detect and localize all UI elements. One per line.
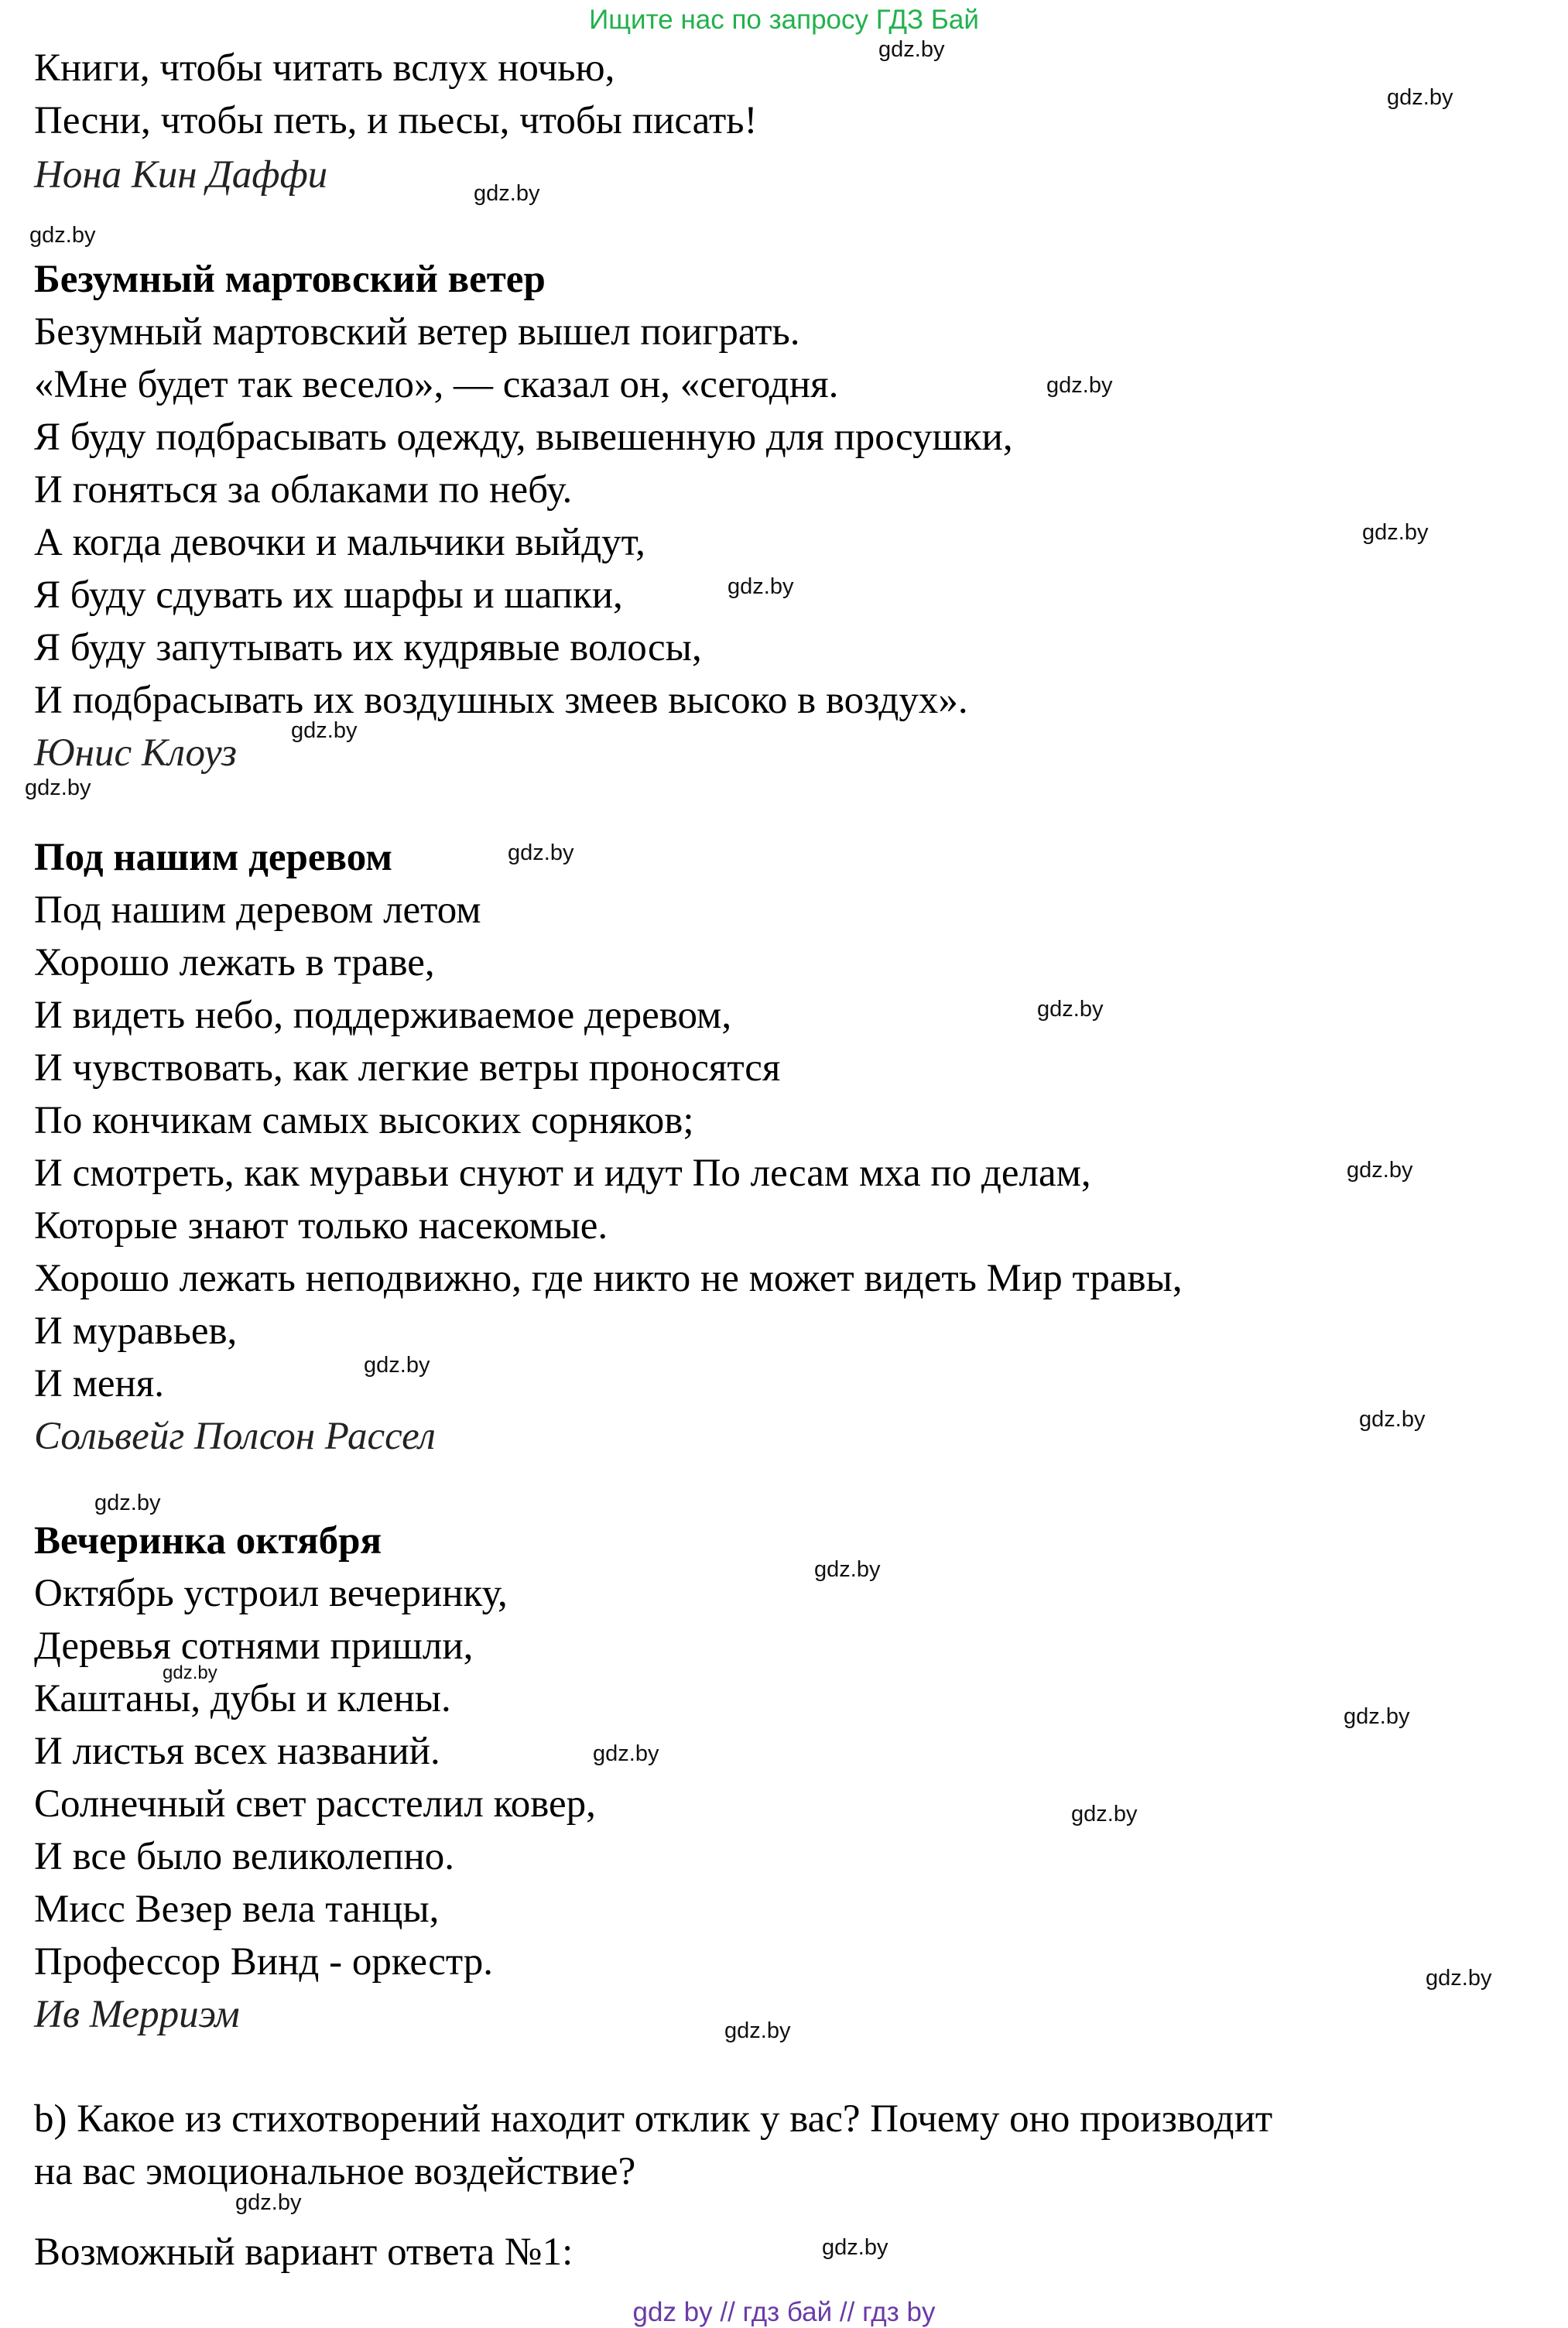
poem-line: Безумный мартовский ветер вышел поиграть. bbox=[34, 310, 800, 354]
top-search-banner: Ищите нас по запросу ГДЗ Бай bbox=[589, 5, 979, 35]
watermark: gdz.by bbox=[94, 1491, 161, 1515]
watermark: gdz.by bbox=[1359, 1407, 1426, 1432]
watermark: gdz.by bbox=[1387, 85, 1453, 110]
poem-line: И чувствовать, как легкие ветры проносятся bbox=[34, 1046, 781, 1090]
poem-line: «Мне будет так весело», — сказал он, «сегодня. bbox=[34, 363, 839, 406]
poem-line: И листья всех названий. bbox=[34, 1730, 440, 1773]
poem-title: Безумный мартовский ветер bbox=[34, 258, 546, 301]
poem-line: И подбрасывать их воздушных змеев высоко в воздух». bbox=[34, 679, 968, 722]
poem-line: И видеть небо, поддерживаемое деревом, bbox=[34, 994, 732, 1037]
poem-title: Под нашим деревом bbox=[34, 836, 392, 879]
text-line: Книги, чтобы читать вслух ночью, bbox=[34, 46, 615, 90]
watermark: gdz.by bbox=[291, 718, 358, 743]
poem-line: И гоняться за облаками по небу. bbox=[34, 468, 573, 512]
watermark: gdz.by bbox=[1362, 520, 1429, 545]
watermark: gdz.by bbox=[29, 223, 96, 248]
poem-line: Я буду подбрасывать одежду, вывешенную для просушки, bbox=[34, 416, 1013, 459]
poem-line: Которые знают только насекомые. bbox=[34, 1204, 608, 1248]
watermark: gdz.by bbox=[1347, 1158, 1413, 1183]
text-line: Песни, чтобы петь, и пьесы, чтобы писать! bbox=[34, 99, 758, 142]
watermark: gdz.by bbox=[235, 2190, 302, 2215]
watermark: gdz.by bbox=[728, 574, 794, 599]
watermark: gdz.by bbox=[1426, 1966, 1492, 1991]
poem-author: Юнис Клоуз bbox=[34, 731, 237, 775]
poem-line: Мисс Везер вела танцы, bbox=[34, 1888, 440, 1931]
watermark: gdz.by bbox=[1344, 1704, 1410, 1729]
poem-line: Я буду сдувать их шарфы и шапки, bbox=[34, 573, 623, 617]
poem-line: Деревья сотнями пришли, bbox=[34, 1624, 474, 1668]
watermark: gdz.by bbox=[1071, 1802, 1138, 1826]
poem-line: Октябрь устроил вечеринку, bbox=[34, 1572, 508, 1615]
watermark: gdz.by bbox=[163, 1662, 217, 1683]
poem-line: Каштаны, дубы и клены. bbox=[34, 1677, 451, 1720]
poem-author: Нона Кин Даффи bbox=[34, 153, 328, 197]
watermark: gdz.by bbox=[878, 37, 945, 62]
poem-line: Под нашим деревом летом bbox=[34, 888, 481, 932]
watermark: gdz.by bbox=[814, 1557, 881, 1582]
poem-line: Хорошо лежать в траве, bbox=[34, 941, 435, 984]
watermark: gdz.by bbox=[724, 2018, 791, 2043]
poem-line: И муравьев, bbox=[34, 1310, 238, 1353]
poem-line: А когда девочки и мальчики выйдут, bbox=[34, 521, 645, 564]
bottom-banner: gdz by // гдз бай // гдз by bbox=[632, 2297, 936, 2327]
watermark: gdz.by bbox=[1037, 997, 1104, 1022]
watermark: gdz.by bbox=[364, 1353, 430, 1378]
poem-line: И смотреть, как муравьи снуют и идут По лесам мха по делам, bbox=[34, 1152, 1091, 1195]
watermark: gdz.by bbox=[474, 181, 540, 206]
poem-line: И все было великолепно. bbox=[34, 1835, 455, 1878]
watermark: gdz.by bbox=[593, 1741, 659, 1766]
poem-line: По кончикам самых высоких сорняков; bbox=[34, 1099, 694, 1142]
poem-line: Я буду запутывать их кудрявые волосы, bbox=[34, 626, 702, 669]
poem-author: Ив Мерриэм bbox=[34, 1993, 240, 2036]
poem-line: Профессор Винд - оркестр. bbox=[34, 1940, 494, 1984]
poem-author: Сольвейг Полсон Рассел bbox=[34, 1415, 436, 1458]
watermark: gdz.by bbox=[25, 775, 91, 800]
question-text: на вас эмоциональное воздействие? bbox=[34, 2150, 636, 2193]
watermark: gdz.by bbox=[508, 840, 574, 865]
answer-label: Возможный вариант ответа №1: bbox=[34, 2230, 573, 2274]
watermark: gdz.by bbox=[822, 2235, 888, 2260]
poem-line: Солнечный свет расстелил ковер, bbox=[34, 1782, 596, 1826]
poem-line: Хорошо лежать неподвижно, где никто не может видеть Мир травы, bbox=[34, 1257, 1183, 1300]
question-text: b) Какое из стихотворений находит отклик у вас? Почему оно производит bbox=[34, 2097, 1273, 2141]
watermark: gdz.by bbox=[1046, 373, 1113, 398]
poem-line: И меня. bbox=[34, 1362, 164, 1405]
poem-title: Вечеринка октября bbox=[34, 1519, 382, 1563]
